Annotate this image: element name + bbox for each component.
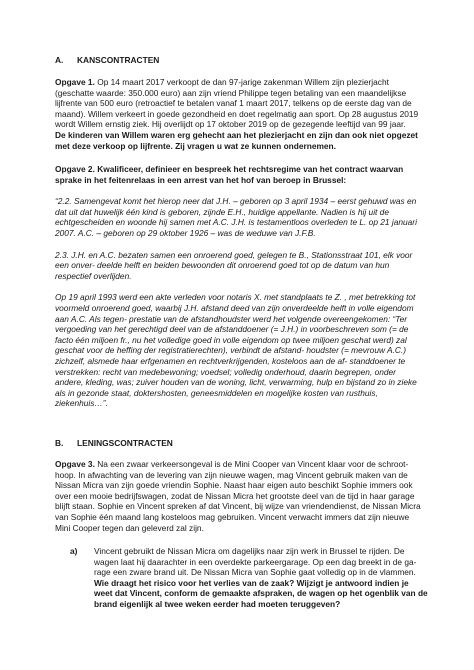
opgave-3-label: Opgave 3. bbox=[55, 459, 95, 469]
opgave-1 bbox=[55, 77, 425, 151]
opgave-2-quote-3: Op 19 april 1993 werd een akte verleden voor notaris X. met standplaats te Z. , met betrekking tot voormeld onroerend goed, waarbij J.H. afstand deed van zijn onverdeelde helft in volle eigendom aan A.C. Als tegen- prestatie van de afstandhoudster werd het volgende overeengekomen: “Ter vergoeding van het gerechtigd deel van de afstanddoener (= J.H.) in voorbeschreven som (= de facto één miljoen fr., nu het volledige goed in volle eigendom op twee miljoen geschat werd) zal geschat voor de heffing der registratierechten), verbindt de afstand- houdster (= mevrouw A.C.) zichzelf, alsmede haar erfgenamen en rechtverkrijgenden, kosteloos aan de af- standdoener te verstrekken: recht van medebewoning; voedsel; volledig onderhoud, daarin begrepen, onder andere, kleding, was; zuiver houden van de woning, licht, verwarming, hulp en bijstand zo in zieke als in gezonde staat, doktershosten, geneesmiddelen en mogelijke kosten van rusthuis, ziekenhuis…”. bbox=[55, 292, 417, 409]
sub-question-a-body: Vincent gebruikt de Nissan Micra om dagelijks naar zijn werk in Brussel te rijden. De wagen laat hij daarachter in een overdekte parkeergarage. Op een dag breekt in de ga- rage een zware brand uit. De Nissan Micra van Sophie gaat volledig op in de vlammen. bbox=[94, 546, 417, 578]
opgave-3-body: Na een zwaar verkeersongeval is de Mini Cooper van Vincent klaar voor de schroot- hoop. In afwachting van de levering van zijn nieuwe wagen, mag Vincent gebruik maken van de Nissan Micra van zijn goede vriendin Sophie. Naast haar eigen auto beschikt Sophie immers ook over een mooie bedrijfswagen, zodat de Nissan Micra het grootste deel van de tijd in haar garage blijft staan. Sophie en Vincent spreken af dat Vincent, bij wijze van vriendendienst, de Nissan Micra van Sophie één maand lang kosteloos mag gebruiken. Vincent verwacht immers dat zijn nieuwe Mini Cooper tegen dan geleverd zal zijn. bbox=[55, 459, 421, 533]
section-a-heading bbox=[55, 55, 425, 66]
section-b-letter: B. bbox=[55, 438, 64, 448]
opgave-3 bbox=[55, 459, 425, 533]
opgave-2-question: Opgave 2. Kwalificeer, definieer en bespreek het rechtsregime van het contract waarvan sprake in het feitenrelaas in een arrest van het hof van beroep in Brussel: bbox=[55, 164, 404, 185]
opgave-2 bbox=[55, 164, 425, 409]
sub-question-a-label: a) bbox=[70, 546, 78, 556]
section-b-heading bbox=[55, 438, 425, 449]
opgave-1-text bbox=[55, 77, 425, 130]
section-a-letter: A. bbox=[55, 55, 64, 65]
opgave-2-quote-2: 2.3. J.H. en A.C. bezaten samen een onroerend goed, gelegen te B., Stationsstraat 101, elk voor een onver- deelde helft en beiden bewoonden dit onroerend goed tot op de datum van hun respectief overlijden. bbox=[55, 249, 413, 281]
opgave-1-body: Op 14 maart 2017 verkoopt de dan 97-jarige zakenman Willem zijn plezierjacht (geschatte waarde: 350.000 euro) aan zijn vriend Philippe tegen betaling van een maandelijkse lijfrente van 500 euro (retroactief te betalen vanaf 1 maart 2017, telkens op de eerste dag van de maand). Willem verkeert in goede gezondheid en doet regelmatig aan sport. Op 28 augustus 2019 wordt Willem ernstig ziek. Hij overlijdt op 17 oktober 2019 op de gezegende leeftijd van 99 jaar. bbox=[55, 77, 419, 130]
sub-question-a-question: Wie draagt het risico voor het verlies van de zaak? Wijzigt je antwoord indien je weet dat Vincent, conform de gemaakte afspraken, de wagen op het ogenblik van de brand eigenlijk al twee weken eerder had moeten teruggeven? bbox=[94, 577, 428, 609]
sub-question-a-text bbox=[94, 546, 428, 610]
opgave-1-label: Opgave 1. bbox=[55, 77, 95, 87]
opgave-2-quote-1: “2.2. Samengevat komt het hierop neer dat J.H. – geboren op 3 april 1934 – eerst gehuwd was en dat uit dat huwelijk één kind is geboren, zijnde E.H., huidige appellante. Nadien is hij uit de echtgescheiden en woonde hij samen met A.C. J.H. is testamentloos overleden te L. op 21 januari 2007. A.C. – geboren op 29 oktober 1926 – was de weduwe van J.F.B. bbox=[55, 196, 417, 238]
section-a-title: KANSCONTRACTEN bbox=[77, 55, 160, 65]
sub-question-a bbox=[70, 546, 428, 610]
opgave-1-question: De kinderen van Willem waren erg gehecht aan het plezierjacht en zijn dan ook niet opgezet met deze verkoop op lijfrente. Zij vragen u wat ze kunnen ondernemen. bbox=[55, 129, 418, 151]
opgave-3-text bbox=[55, 459, 425, 533]
section-b-title: LENINGSCONTRACTEN bbox=[77, 438, 173, 448]
